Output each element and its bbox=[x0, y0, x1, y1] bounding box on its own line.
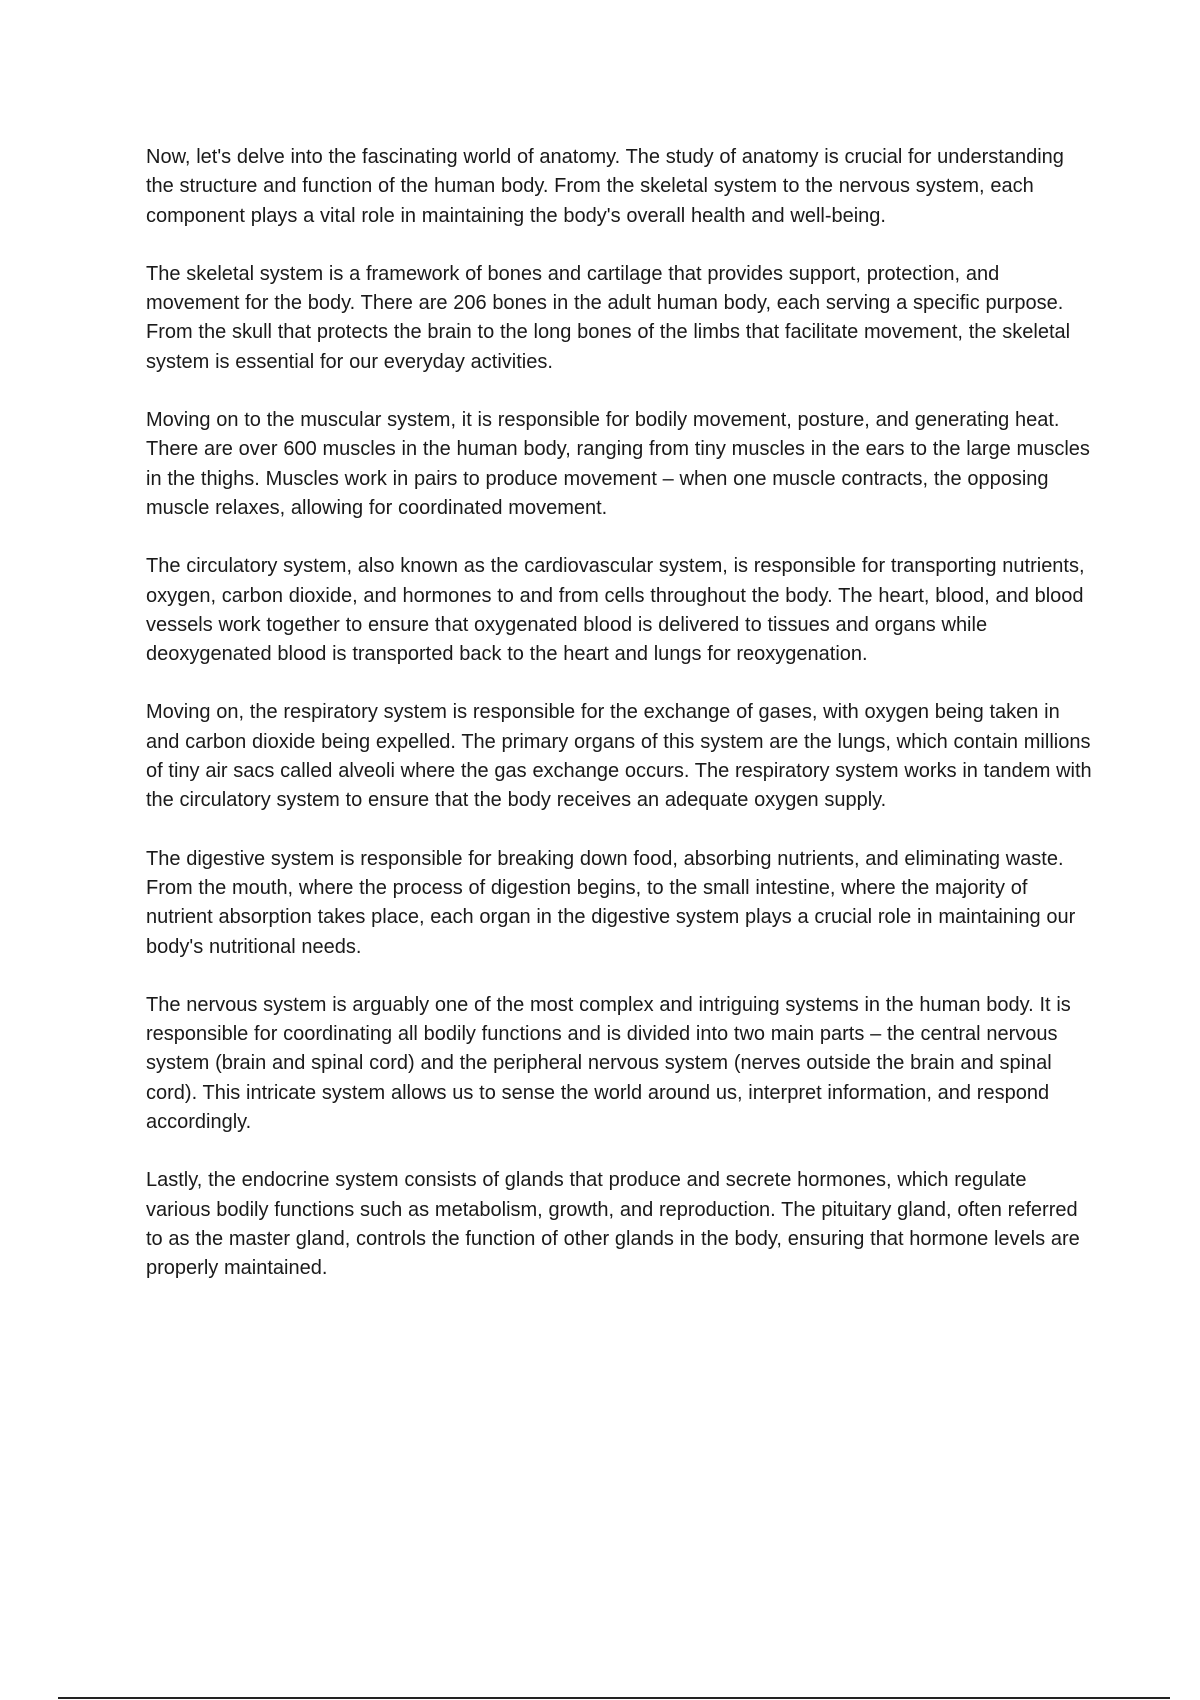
paragraph-respiratory-system: Moving on, the respiratory system is responsible for the exchange of gases, with oxygen being taken in and carbon dioxide being expelled. The primary organs of this system are the lungs, which contain millions of tiny air sacs called alveoli where the gas exchange occurs. The respiratory system works in tandem with the circulatory system to ensure that the body receives an adequate oxygen supply. bbox=[146, 701, 1092, 812]
paragraph-circulatory-system: The circulatory system, also known as the cardiovascular system, is responsible for transporting nutrients, oxygen, carbon dioxide, and hormones to and from cells throughout the body. The heart, blood, and blood vessels work together to ensure that oxygenated blood is delivered to tissues and organs while deoxygenated blood is transported back to the heart and lungs for reoxygenation. bbox=[146, 555, 1085, 666]
paragraph-endocrine-system: Lastly, the endocrine system consists of glands that produce and secrete hormones, which regulate various bodily functions such as metabolism, growth, and reproduction. The pituitary gland, often referred to as the master gland, controls the function of other glands in the body, ensuring that hormone levels are properly maintained. bbox=[146, 1169, 1080, 1280]
paragraph-muscular-system: Moving on to the muscular system, it is responsible for bodily movement, posture, and generating heat. There are over 600 muscles in the human body, ranging from tiny muscles in the ears to the large muscles in the thighs. Muscles work in pairs to produce movement – when one muscle contracts, the opposing muscle relaxes, allowing for coordinated movement. bbox=[146, 409, 1090, 519]
paragraph-intro: Now, let's delve into the fascinating world of anatomy. The study of anatomy is crucial for understanding the structure and function of the human body. From the skeletal system to the nervous system, each component plays a vital role in maintaining the body's overall health and well-being. bbox=[146, 146, 1064, 227]
page-bottom-divider bbox=[58, 1697, 1170, 1699]
paragraph-skeletal-system: The skeletal system is a framework of bones and cartilage that provides support, protection, and movement for the body. There are 206 bones in the adult human body, each serving a specific purpose. From the skull that protects the brain to the long bones of the limbs that facilitate movement, the skeletal system is essential for our everyday activities. bbox=[146, 262, 1071, 373]
paragraph-nervous-system: The nervous system is arguably one of the most complex and intriguing systems in the human body. It is responsible for coordinating all bodily functions and is divided into two main parts – the central nervous system (brain and spinal cord) and the peripheral nervous system (nerves outside the brain and spinal cord). This intricate system allows us to sense the world around us, interpret information, and respond accordingly. bbox=[146, 993, 1071, 1134]
document-body bbox=[146, 143, 1096, 1313]
paragraph-digestive-system: The digestive system is responsible for breaking down food, absorbing nutrients, and eliminating waste. From the mouth, where the process of digestion begins, to the small intestine, where the majority of nutrient absorption takes place, each organ in the digestive system plays a crucial role in maintaining our body's nutritional needs. bbox=[146, 847, 1076, 958]
